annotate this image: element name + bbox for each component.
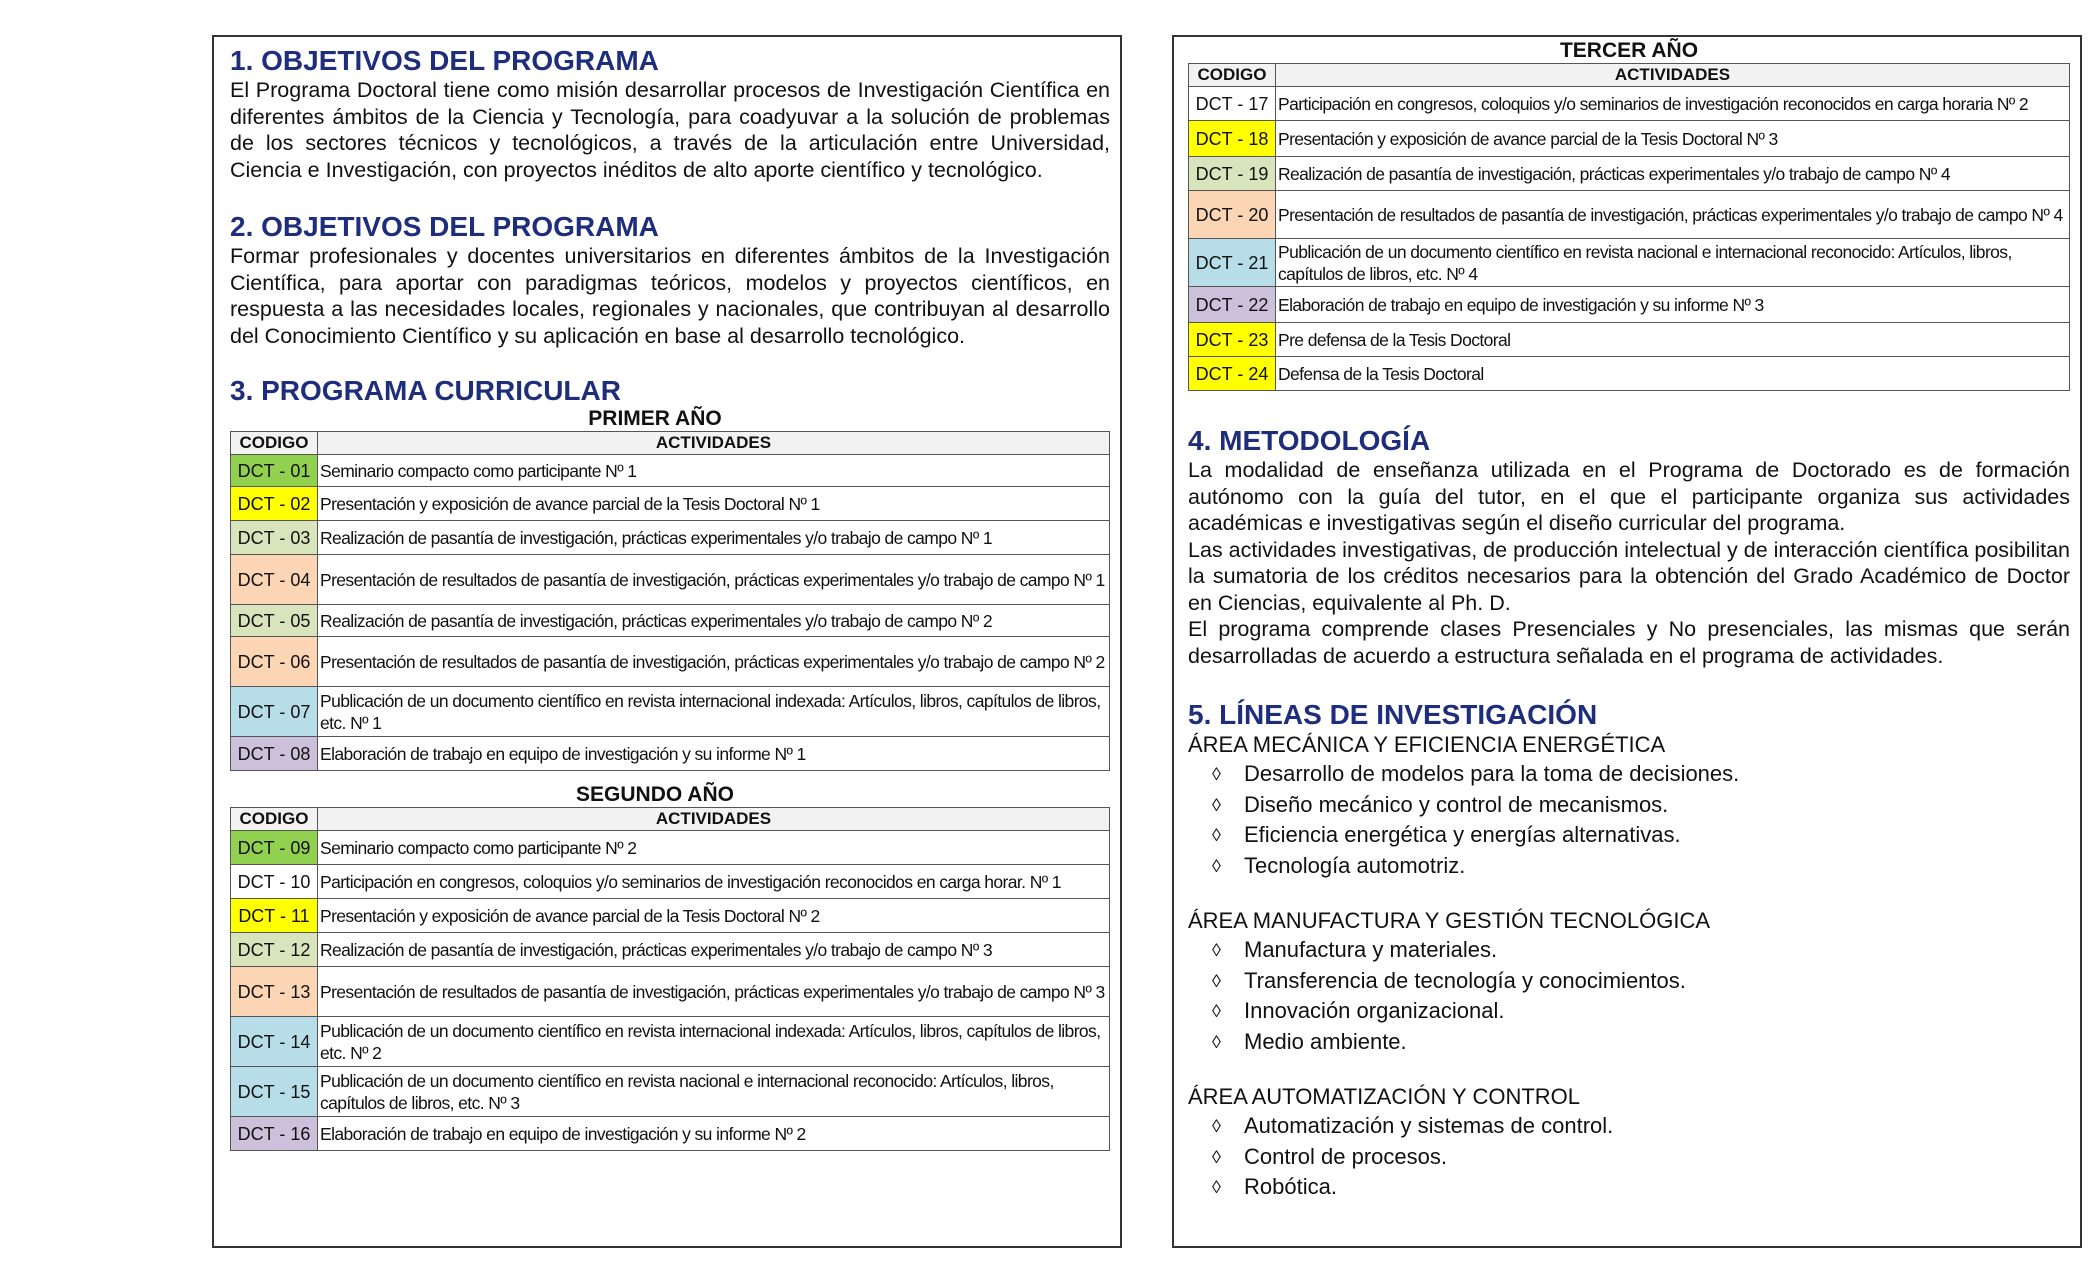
activities-header: ACTIVIDADES [1276, 64, 2070, 87]
table-row [231, 1117, 1110, 1151]
activity-description: Presentación de resultados de pasantía de investigación, prácticas experimentales y/o trabajo de campo Nº 2 [318, 637, 1110, 687]
research-line-text: Desarrollo de modelos para la toma de decisiones. [1244, 761, 1740, 786]
activity-description: Realización de pasantía de investigación, prácticas experimentales y/o trabajo de campo Nº 2 [318, 605, 1110, 637]
research-line-text: Manufactura y materiales. [1244, 937, 1498, 962]
activity-code: DCT - 16 [231, 1117, 318, 1151]
section-1-title: 1. OBJETIVOS DEL PROGRAMA [230, 45, 659, 76]
activity-code: DCT - 20 [1189, 191, 1276, 239]
table-row [231, 487, 1110, 521]
table-row [1189, 323, 2070, 357]
activity-code: DCT - 05 [231, 605, 318, 637]
activity-code: DCT - 06 [231, 637, 318, 687]
activity-description: Seminario compacto como participante Nº 1 [318, 455, 1110, 487]
year-2-title: SEGUNDO AÑO [576, 783, 734, 806]
left-panel [212, 35, 1122, 1248]
table-row [1189, 357, 2070, 391]
activity-description: Participación en congresos, coloquios y/o seminarios de investigación reconocidos en carga horaria Nº 2 [1276, 87, 2070, 121]
research-area-title: ÁREA AUTOMATIZACIÓN Y CONTROL [1188, 1084, 1581, 1109]
research-area [1188, 731, 2070, 881]
activity-code: DCT - 02 [231, 487, 318, 521]
activities-header: ACTIVIDADES [318, 432, 1110, 455]
year-1-rows [231, 455, 1110, 771]
list-item [1212, 935, 2070, 966]
list-item [1212, 820, 2070, 851]
section-3-title: 3. PROGRAMA CURRICULAR [230, 375, 621, 406]
research-line-text: Transferencia de tecnología y conocimientos. [1244, 967, 1686, 993]
section-1-text: El Programa Doctoral tiene como misión desarrollar procesos de Investigación Científica en diferentes ámbitos de la Ciencia y Tecnología, para coadyuvar a la solución de problemas de los sectores técnicos y tecnológicos, a través de la articulación entre Universidad, Ciencia e Investigación, con proyectos inéditos de alto aporte científico y tecnológico. [230, 78, 1110, 182]
year-1-title: PRIMER AÑO [588, 407, 722, 430]
activity-code: DCT - 04 [231, 555, 318, 605]
activity-code: DCT - 14 [231, 1017, 318, 1067]
table-row [1189, 287, 2070, 323]
table-row [231, 637, 1110, 687]
activity-description: Elaboración de trabajo en equipo de investigación y su informe Nº 3 [1276, 287, 2070, 323]
year-1-table [230, 431, 1110, 771]
table-row [1189, 191, 2070, 239]
year-2-rows [231, 831, 1110, 1151]
research-line-text: Control de procesos. [1244, 1143, 1447, 1169]
activity-description: Publicación de un documento científico en revista internacional indexada: Artículos, libros, capítulos de libros, etc. Nº 1 [318, 687, 1110, 737]
activity-description: Realización de pasantía de investigación, prácticas experimentales y/o trabajo de campo Nº 1 [318, 521, 1110, 555]
activity-description: Publicación de un documento científico en revista internacional indexada: Artículos, libros, capítulos de libros, etc. Nº 2 [318, 1017, 1110, 1067]
table-row [231, 831, 1110, 865]
table-row [1189, 121, 2070, 157]
research-area-title: ÁREA MANUFACTURA Y GESTIÓN TECNOLÓGICA [1188, 908, 1711, 933]
year-3-rows [1189, 87, 2070, 391]
activity-description: Presentación y exposición de avance parcial de la Tesis Doctoral Nº 3 [1276, 121, 2070, 157]
activity-description: Pre defensa de la Tesis Doctoral [1276, 323, 2070, 357]
table-row [1189, 157, 2070, 191]
table-row [1189, 239, 2070, 287]
table-row [231, 899, 1110, 933]
section-2-title: 2. OBJETIVOS DEL PROGRAMA [230, 211, 659, 242]
code-header: CODIGO [231, 808, 318, 831]
table-row [231, 605, 1110, 637]
research-line-text: Eficiencia energética y energías alternativas. [1244, 822, 1681, 847]
year-3-title: TERCER AÑO [1559, 39, 1699, 62]
activity-code: DCT - 21 [1189, 239, 1276, 287]
diamond-bullet-icon: ◊ [1212, 1116, 1221, 1136]
research-line-text: Diseño mecánico y control de mecanismos. [1244, 791, 1669, 817]
activity-code: DCT - 23 [1189, 323, 1276, 357]
activity-code: DCT - 01 [231, 455, 318, 487]
diamond-bullet-icon: ◊ [1212, 1177, 1221, 1197]
table-row [231, 737, 1110, 771]
diamond-bullet-icon: ◊ [1212, 940, 1221, 960]
activity-code: DCT - 19 [1189, 157, 1276, 191]
activity-description: Elaboración de trabajo en equipo de investigación y su informe Nº 1 [318, 737, 1110, 771]
section-4-p2: Las actividades investigativas, de producción intelectual y de interacción científica posibilitan la sumatoria de los créditos necesarios para la obtención del Grado Académico de Doctor en Ciencias, equivalente al Ph. D. [1188, 537, 2071, 615]
activity-description: Presentación de resultados de pasantía de investigación, prácticas experimentales y/o trabajo de campo Nº 4 [1276, 191, 2070, 239]
activity-description: Realización de pasantía de investigación, prácticas experimentales y/o trabajo de campo Nº 3 [318, 933, 1110, 967]
table-row [231, 555, 1110, 605]
diamond-bullet-icon: ◊ [1212, 1146, 1221, 1167]
year-2-table [230, 807, 1110, 1151]
list-item [1212, 966, 2070, 997]
activity-description: Realización de pasantía de investigación, prácticas experimentales y/o trabajo de campo Nº 4 [1276, 157, 2070, 191]
list-item [1212, 759, 2070, 790]
activity-code: DCT - 07 [231, 687, 318, 737]
activity-description: Publicación de un documento científico en revista nacional e internacional reconocido: Artículos, libros, capítulos de libros, etc. Nº 3 [318, 1067, 1110, 1117]
research-line-text: Robótica. [1244, 1174, 1337, 1199]
activity-code: DCT - 17 [1189, 87, 1276, 121]
activity-code: DCT - 03 [231, 521, 318, 555]
research-line-text: Automatización y sistemas de control. [1244, 1113, 1614, 1138]
diamond-bullet-icon: ◊ [1212, 1001, 1221, 1021]
research-area [1188, 1083, 2070, 1203]
research-areas [1188, 731, 2070, 1203]
code-header: CODIGO [231, 432, 318, 455]
activity-code: DCT - 10 [231, 865, 318, 899]
research-line-text: Medio ambiente. [1244, 1028, 1407, 1054]
activity-code: DCT - 22 [1189, 287, 1276, 323]
table-row [1189, 87, 2070, 121]
research-line-list [1188, 1111, 2070, 1203]
activity-description: Elaboración de trabajo en equipo de investigación y su informe Nº 2 [318, 1117, 1110, 1151]
right-panel [1172, 35, 2082, 1248]
list-item [1212, 1111, 2070, 1142]
table-row [231, 933, 1110, 967]
list-item [1212, 1027, 2070, 1058]
activity-description: Defensa de la Tesis Doctoral [1276, 357, 2070, 391]
research-line-list [1188, 759, 2070, 881]
list-item [1212, 1172, 2070, 1203]
activity-description: Presentación de resultados de pasantía de investigación, prácticas experimentales y/o trabajo de campo Nº 3 [318, 967, 1110, 1017]
diamond-bullet-icon: ◊ [1212, 794, 1221, 815]
table-row [231, 1067, 1110, 1117]
diamond-bullet-icon: ◊ [1212, 1031, 1221, 1052]
table-row [231, 521, 1110, 555]
section-4-title: 4. METODOLOGÍA [1188, 425, 1431, 456]
list-item [1212, 996, 2070, 1027]
diamond-bullet-icon: ◊ [1212, 970, 1221, 991]
table-row [231, 865, 1110, 899]
research-line-text: Innovación organizacional. [1244, 998, 1505, 1023]
activity-code: DCT - 11 [231, 899, 318, 933]
activity-description: Publicación de un documento científico en revista nacional e internacional reconocido: Artículos, libros, capítulos de libros, etc. Nº 4 [1276, 239, 2070, 287]
activity-description: Participación en congresos, coloquios y/o seminarios de investigación reconocidos en carga horar. Nº 1 [318, 865, 1110, 899]
section-2-text: Formar profesionales y docentes universitarios en diferentes ámbitos de la Investigación Científica, para aportar con paradigmas teóricos, modelos y proyectos científicos, en respuesta a las necesidades locales, regionales y nacionales, que contribuyan al desarrollo del Conocimiento Científico y su aplicación en base al desarrollo tecnológico. [230, 244, 1110, 348]
diamond-bullet-icon: ◊ [1212, 764, 1221, 784]
activity-code: DCT - 18 [1189, 121, 1276, 157]
activity-description: Presentación y exposición de avance parcial de la Tesis Doctoral Nº 1 [318, 487, 1110, 521]
table-row [231, 967, 1110, 1017]
diamond-bullet-icon: ◊ [1212, 825, 1221, 845]
activity-code: DCT - 15 [231, 1067, 318, 1117]
research-area-title: ÁREA MECÁNICA Y EFICIENCIA ENERGÉTICA [1188, 732, 1666, 757]
activities-header: ACTIVIDADES [318, 808, 1110, 831]
research-area [1188, 907, 2070, 1057]
section-4-p1: La modalidad de enseñanza utilizada en el Programa de Doctorado es de formación autónomo con la guía del tutor, en el que el participante organiza sus actividades académicas e investigativas según el diseño curricular del programa. [1188, 458, 2070, 535]
activity-description: Presentación y exposición de avance parcial de la Tesis Doctoral Nº 2 [318, 899, 1110, 933]
list-item [1212, 790, 2070, 821]
diamond-bullet-icon: ◊ [1212, 855, 1221, 876]
activity-code: DCT - 08 [231, 737, 318, 771]
list-item [1212, 1142, 2070, 1173]
activity-description: Presentación de resultados de pasantía de investigación, prácticas experimentales y/o trabajo de campo Nº 1 [318, 555, 1110, 605]
research-line-list [1188, 935, 2070, 1057]
research-line-text: Tecnología automotriz. [1244, 852, 1466, 878]
activity-code: DCT - 13 [231, 967, 318, 1017]
code-header: CODIGO [1189, 64, 1276, 87]
activity-code: DCT - 12 [231, 933, 318, 967]
list-item [1212, 851, 2070, 882]
activity-code: DCT - 09 [231, 831, 318, 865]
activity-description: Seminario compacto como participante Nº 2 [318, 831, 1110, 865]
table-row [231, 455, 1110, 487]
section-4-p3: El programa comprende clases Presenciales y No presenciales, las mismas que serán desarrolladas de acuerdo a estructura señalada en el programa de actividades. [1188, 617, 2070, 668]
section-5-title: 5. LÍNEAS DE INVESTIGACIÓN [1188, 699, 1598, 730]
table-row [231, 687, 1110, 737]
activity-code: DCT - 24 [1189, 357, 1276, 391]
table-row [231, 1017, 1110, 1067]
year-3-table [1188, 63, 2070, 391]
